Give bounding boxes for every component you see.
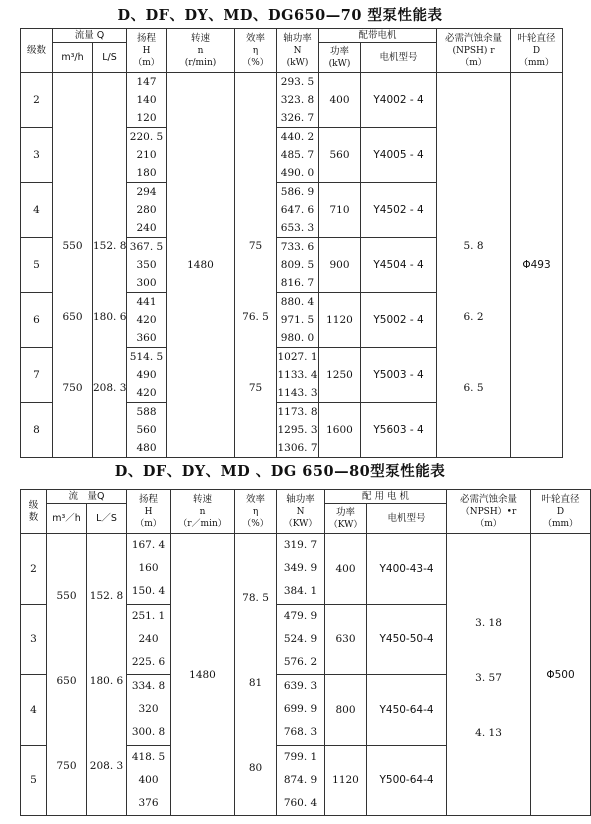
header-impeller-diameter: 叶轮直径 D （mm） — [531, 490, 591, 534]
cell-value: 367. 5 — [129, 241, 164, 253]
cell-value: 210 — [136, 149, 157, 161]
head-cell — [127, 604, 171, 675]
stage-cell: 3 — [21, 128, 53, 183]
header-speed: 转速 n （r／min） — [171, 490, 235, 534]
stage-cell: 2 — [21, 73, 53, 128]
header-head: 扬程 H （m） — [127, 490, 171, 534]
header-npsh: 必需汽蚀余量 (NPSH) r （m） — [437, 29, 511, 73]
cell-value: 799. 1 — [283, 750, 318, 763]
motor-power-cell: 1120 — [325, 745, 367, 816]
stage-cell: 5 — [21, 238, 53, 293]
motor-model-cell: Y400-43-4 — [367, 534, 447, 605]
motor-model-cell: Y4502 - 4 — [361, 183, 437, 238]
shaft-power-cell — [277, 745, 325, 816]
cell-value: 80 — [248, 762, 263, 774]
impeller-diameter-cell: Φ493 — [511, 73, 563, 458]
motor-power-cell: 1250 — [319, 348, 361, 403]
cell-value: 647. 6 — [280, 204, 315, 216]
cell-value: 180 — [136, 167, 157, 179]
motor-model-cell: Y4504 - 4 — [361, 238, 437, 293]
cell-value: 653. 3 — [280, 222, 315, 234]
cell-value: 880. 4 — [280, 296, 315, 308]
cell-value: 485. 7 — [280, 149, 315, 161]
head-cell — [127, 534, 171, 605]
cell-value: 180. 6 — [93, 311, 127, 323]
head-cell — [127, 238, 167, 293]
cell-value: 1173. 8 — [277, 406, 318, 418]
head-cell — [127, 348, 167, 403]
header-stages: 级数 — [21, 29, 53, 73]
header-efficiency: 效率 η （%） — [235, 29, 277, 73]
shaft-power-cell — [277, 403, 319, 458]
header-flow: 流量 Q — [53, 29, 127, 43]
table2-title: D、DF、DY、MD 、DG 650—80型泵性能表 — [114, 463, 446, 480]
shaft-power-cell — [277, 604, 325, 675]
shaft-power-cell — [277, 183, 319, 238]
cell-value: 76. 5 — [242, 311, 269, 323]
shaft-power-cell — [277, 128, 319, 183]
head-cell — [127, 675, 171, 746]
cell-value: 208. 3 — [89, 760, 124, 772]
cell-value: 480 — [136, 442, 157, 454]
shaft-power-cell — [277, 238, 319, 293]
cell-value: 160 — [138, 562, 159, 575]
cell-value: 220. 5 — [129, 131, 164, 143]
shaft-power-cell — [277, 675, 325, 746]
efficiency-cell — [235, 534, 277, 816]
motor-power-cell: 400 — [325, 534, 367, 605]
cell-value: 240 — [136, 222, 157, 234]
cell-value: 208. 3 — [93, 382, 127, 394]
cell-value: 1027. 1 — [277, 351, 318, 363]
cell-value: 1143. 3 — [277, 387, 318, 399]
cell-value: 294 — [136, 186, 157, 198]
cell-value: 240 — [138, 632, 159, 645]
cell-value: 319. 7 — [283, 539, 318, 552]
flow-m3h-cell — [53, 73, 93, 458]
cell-value: 586. 9 — [280, 186, 315, 198]
cell-value: 180. 6 — [89, 675, 124, 687]
cell-value: 300. 8 — [131, 726, 166, 739]
cell-value: 152. 8 — [89, 590, 124, 602]
stage-cell: 6 — [21, 293, 53, 348]
flow-m3h-cell — [47, 534, 87, 816]
cell-value: 326. 7 — [280, 112, 315, 124]
cell-value: 560 — [136, 424, 157, 436]
header-motor-model: 电机型号 — [361, 43, 437, 73]
cell-value: 980. 0 — [280, 332, 315, 344]
cell-value: 768. 3 — [283, 726, 318, 739]
cell-value: 167. 4 — [131, 539, 166, 552]
motor-model-cell: Y500-64-4 — [367, 745, 447, 816]
cell-value: 440. 2 — [280, 131, 315, 143]
cell-value: 360 — [136, 332, 157, 344]
header-motor: 配带电机 — [319, 29, 437, 43]
cell-value: 400 — [138, 773, 159, 786]
stage-cell: 4 — [21, 675, 47, 746]
motor-power-cell: 630 — [325, 604, 367, 675]
header-shaft-power: 轴功率 N （KW） — [277, 490, 325, 534]
cell-value: 1306. 7 — [277, 442, 318, 454]
header-speed: 转速 n (r/min) — [167, 29, 235, 73]
cell-value: 514. 5 — [129, 351, 164, 363]
cell-value: 3. 57 — [475, 672, 502, 684]
npsh-cell — [437, 73, 511, 458]
cell-value: 576. 2 — [283, 655, 318, 668]
cell-value: 152. 8 — [93, 240, 127, 252]
flow-ls-cell — [93, 73, 127, 458]
cell-value: 120 — [136, 112, 157, 124]
shaft-power-cell — [277, 348, 319, 403]
cell-value: 418. 5 — [131, 750, 166, 763]
npsh-cell — [447, 534, 531, 816]
header-head: 扬程 H （m） — [127, 29, 167, 73]
motor-power-cell: 1120 — [319, 293, 361, 348]
header-flow-ls: L/S — [93, 43, 127, 73]
cell-value: 293. 5 — [280, 76, 315, 88]
cell-value: 280 — [136, 204, 157, 216]
cell-value: 334. 8 — [131, 680, 166, 693]
motor-power-cell: 710 — [319, 183, 361, 238]
cell-value: 490. 0 — [280, 167, 315, 179]
cell-value: 147 — [136, 76, 157, 88]
header-motor-power: 功率 （KW） — [325, 504, 367, 534]
cell-value: 78. 5 — [242, 592, 269, 604]
cell-value: 81 — [248, 677, 263, 689]
motor-power-cell: 800 — [325, 675, 367, 746]
cell-value: 6. 5 — [463, 382, 484, 394]
cell-value: 376 — [138, 796, 159, 809]
cell-value: 75 — [248, 240, 263, 252]
motor-power-cell: 900 — [319, 238, 361, 293]
cell-value: 550 — [56, 590, 77, 602]
cell-value: 225. 6 — [131, 655, 166, 668]
motor-model-cell: Y5002 - 4 — [361, 293, 437, 348]
motor-model-cell: Y4002 - 4 — [361, 73, 437, 128]
cell-value: 320 — [138, 703, 159, 716]
header-flow-m3h: m³/h — [53, 43, 93, 73]
cell-value: 809. 5 — [280, 259, 315, 271]
cell-value: 140 — [136, 94, 157, 106]
performance-table-650-80 — [20, 489, 591, 816]
header-shaft-power: 轴功率 N (kW) — [277, 29, 319, 73]
head-cell — [127, 183, 167, 238]
cell-value: 150. 4 — [131, 585, 166, 598]
shaft-power-cell — [277, 293, 319, 348]
header-motor-power: 功率 (kW) — [319, 43, 361, 73]
table-row — [21, 73, 563, 128]
cell-value: 524. 9 — [283, 632, 318, 645]
performance-table-650-70 — [20, 28, 563, 458]
shaft-power-cell — [277, 534, 325, 605]
motor-power-cell: 400 — [319, 73, 361, 128]
cell-value: 550 — [62, 240, 83, 252]
cell-value: 384. 1 — [283, 585, 318, 598]
cell-value: 490 — [136, 369, 157, 381]
cell-value: 639. 3 — [283, 680, 318, 693]
motor-model-cell: Y4005 - 4 — [361, 128, 437, 183]
head-cell — [127, 293, 167, 348]
cell-value: 650 — [56, 675, 77, 687]
cell-value: 750 — [56, 760, 77, 772]
motor-power-cell: 1600 — [319, 403, 361, 458]
cell-value: 733. 6 — [280, 241, 315, 253]
cell-value: 4. 13 — [475, 727, 502, 739]
cell-value: 816. 7 — [280, 277, 315, 289]
header-motor-model: 电机型号 — [367, 504, 447, 534]
efficiency-cell — [235, 73, 277, 458]
header-impeller-diameter: 叶轮直径 D （mm） — [511, 29, 563, 73]
cell-value: 420 — [136, 387, 157, 399]
cell-value: 350 — [136, 259, 157, 271]
header-stages: 级 数 — [21, 490, 47, 534]
cell-value: 75 — [248, 382, 263, 394]
head-cell — [127, 403, 167, 458]
motor-power-cell: 560 — [319, 128, 361, 183]
cell-value: 874. 9 — [283, 773, 318, 786]
impeller-diameter-cell: Φ500 — [531, 534, 591, 816]
cell-value: 971. 5 — [280, 314, 315, 326]
motor-model-cell: Y5003 - 4 — [361, 348, 437, 403]
cell-value: 588 — [136, 406, 157, 418]
flow-ls-cell — [87, 534, 127, 816]
stage-cell: 5 — [21, 745, 47, 816]
head-cell — [127, 745, 171, 816]
cell-value: 441 — [136, 296, 157, 308]
stage-cell: 7 — [21, 348, 53, 403]
cell-value: 760. 4 — [283, 796, 318, 809]
cell-value: 650 — [62, 311, 83, 323]
speed-cell: 1480 — [171, 534, 235, 816]
cell-value: 300 — [136, 277, 157, 289]
motor-model-cell: Y5603 - 4 — [361, 403, 437, 458]
cell-value: 349. 9 — [283, 562, 318, 575]
shaft-power-cell — [277, 73, 319, 128]
motor-model-cell: Y450-50-4 — [367, 604, 447, 675]
head-cell — [127, 128, 167, 183]
table1-title: D、DF、DY、MD、DG650—70 型泵性能表 — [117, 7, 443, 24]
cell-value: 420 — [136, 314, 157, 326]
motor-model-cell: Y450-64-4 — [367, 675, 447, 746]
speed-cell: 1480 — [167, 73, 235, 458]
table-row — [21, 534, 591, 605]
stage-cell: 4 — [21, 183, 53, 238]
header-flow-ls: L／S — [87, 504, 127, 534]
cell-value: 1133. 4 — [277, 369, 318, 381]
header-motor: 配 用 电 机 — [325, 490, 447, 504]
cell-value: 251. 1 — [131, 609, 166, 622]
stage-cell: 3 — [21, 604, 47, 675]
cell-value: 3. 18 — [475, 617, 502, 629]
header-npsh: 必需汽蚀余量 （NPSH）•r （m） — [447, 490, 531, 534]
cell-value: 750 — [62, 382, 83, 394]
stage-cell: 8 — [21, 403, 53, 458]
head-cell — [127, 73, 167, 128]
cell-value: 323. 8 — [280, 94, 315, 106]
cell-value: 6. 2 — [463, 311, 484, 323]
cell-value: 479. 9 — [283, 609, 318, 622]
cell-value: 1295. 3 — [277, 424, 318, 436]
cell-value: 5. 8 — [463, 240, 484, 252]
stage-cell: 2 — [21, 534, 47, 605]
cell-value: 699. 9 — [283, 703, 318, 716]
header-efficiency: 效率 η （%） — [235, 490, 277, 534]
header-flow: 流 量Q — [47, 490, 127, 504]
header-flow-m3h: m³／h — [47, 504, 87, 534]
